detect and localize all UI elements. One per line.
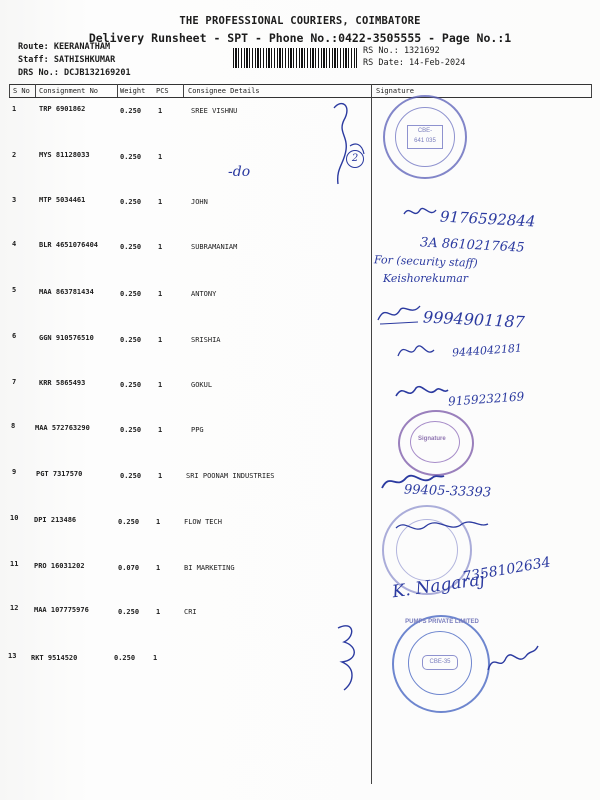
row-pcs: 1 — [158, 381, 163, 389]
stamp-inner-ring — [410, 421, 460, 463]
drs-number: DRS No.: DCJB132169201 — [18, 68, 131, 78]
row-weight: 0.250 — [120, 243, 142, 251]
row-consignment: MAA 572763290 — [35, 424, 90, 432]
row-sno: 1 — [12, 105, 17, 113]
row-pcs: 1 — [156, 564, 161, 572]
row-sno: 6 — [12, 332, 17, 340]
phone-row11: 7358102634 — [461, 554, 552, 586]
row-consignee: CRI — [184, 608, 197, 616]
row-consignee: SUBRAMANIAM — [191, 243, 238, 251]
col-header-weight: Weight — [120, 87, 146, 95]
phone-row7: 9159232169 — [447, 389, 525, 409]
row-pcs: 1 — [158, 472, 163, 480]
row-consignee: BI MARKETING — [184, 564, 235, 572]
signature-row12 — [330, 620, 370, 694]
table-top-border — [9, 84, 592, 85]
row-consignee: FLOW TECH — [184, 518, 222, 526]
row-weight: 0.250 — [120, 472, 142, 480]
signature-row13 — [482, 640, 542, 680]
col-divider — [183, 84, 184, 97]
route-label: Route: KEERANATHAM — [18, 42, 111, 52]
row-weight: 0.250 — [120, 381, 142, 389]
row-consignee: ANTONY — [191, 290, 217, 298]
row-consignment: DPI 213486 — [34, 516, 77, 524]
row-consignee: PPG — [191, 426, 204, 434]
company-stamp-2 — [392, 615, 490, 713]
row-weight: 0.250 — [120, 426, 142, 434]
col-header-consignment: Consignment No — [39, 87, 99, 95]
table-header-border — [9, 97, 592, 98]
row-consignment: GGN 910576510 — [39, 334, 94, 342]
stamp-ring-text: PUMPS PRIVATE LIMITED — [405, 619, 479, 625]
row4-handwriting-line1: 3A 8610217645 — [419, 235, 525, 256]
row4-handwriting-line2: For (security staff) — [373, 253, 478, 270]
row-weight: 0.250 — [118, 608, 140, 616]
stamp-center-text: CBE- 641 035 — [407, 125, 443, 149]
rs-number: RS No.: 1321692 — [363, 46, 440, 56]
row-sno: 13 — [8, 652, 17, 660]
row11-name: K. Nagaraj — [391, 569, 487, 603]
phone-row6: 9444042181 — [451, 341, 523, 360]
barcode — [233, 48, 357, 68]
signature-row3 — [400, 200, 440, 224]
row-pcs: 1 — [156, 608, 161, 616]
row-sno: 11 — [10, 560, 19, 568]
col-header-sno: S No — [13, 87, 30, 95]
circled-number: 2 — [346, 150, 364, 168]
stamp-center-text: CBE-35 — [422, 655, 458, 670]
row-sno: 7 — [12, 378, 17, 386]
row-weight: 0.250 — [120, 107, 142, 115]
row-pcs: 1 — [158, 153, 163, 161]
row-pcs: 1 — [158, 198, 163, 206]
row-pcs: 1 — [156, 518, 161, 526]
row-sno: 8 — [11, 422, 16, 430]
row-weight: 0.250 — [120, 290, 142, 298]
row-pcs: 1 — [158, 336, 163, 344]
row-consignee: SRI POONAM INDUSTRIES — [186, 472, 275, 480]
row-pcs: 1 — [158, 426, 163, 434]
row-sno: 10 — [10, 514, 19, 522]
row-consignment: TRP 6901862 — [39, 105, 86, 113]
row-weight: 0.250 — [118, 518, 140, 526]
col-header-pcs: PCS — [156, 87, 169, 95]
row-consignment: MAA 107775976 — [34, 606, 89, 614]
col-header-signature: Signature — [376, 87, 414, 95]
row-weight: 0.250 — [120, 198, 142, 206]
row-consignment: RKT 9514520 — [31, 654, 78, 662]
col-header-consignee: Consignee Details — [188, 87, 260, 95]
signature-row7 — [392, 380, 452, 406]
row-consignment: PRO 16031202 — [34, 562, 85, 570]
row-consignee: SREE VISHNU — [191, 107, 238, 115]
row-pcs: 1 — [153, 654, 158, 662]
row-weight: 0.250 — [114, 654, 136, 662]
row-consignment: MTP 5034461 — [39, 196, 86, 204]
stamp-center-text: Signature — [418, 436, 446, 442]
row-consignee: JOHN — [191, 198, 208, 206]
row-consignment: KRR 5865493 — [39, 379, 86, 387]
company-title: THE PROFESSIONAL COURIERS, COIMBATORE — [179, 15, 421, 27]
row-weight: 0.250 — [120, 336, 142, 344]
col-divider — [35, 84, 36, 97]
col-divider — [591, 84, 592, 97]
row-sno: 5 — [12, 286, 17, 294]
row-pcs: 1 — [158, 107, 163, 115]
row-pcs: 1 — [158, 290, 163, 298]
signature-row10 — [392, 514, 492, 540]
row-weight: 0.250 — [120, 153, 142, 161]
signature-row5 — [374, 298, 424, 328]
row-consignment: MAA 863781434 — [39, 288, 94, 296]
ditto-mark: -do — [228, 164, 251, 180]
phone-row9: 99405-33393 — [403, 482, 492, 501]
row-weight: 0.070 — [118, 564, 140, 572]
signature-row1 — [322, 98, 382, 198]
row-sno: 9 — [12, 468, 17, 476]
col-divider — [117, 84, 118, 97]
row4-handwriting-line3: Keishorekumar — [383, 272, 469, 285]
row-sno: 3 — [12, 196, 17, 204]
rs-date: RS Date: 14-Feb-2024 — [363, 58, 466, 68]
row-consignee: GOKUL — [191, 381, 213, 389]
row-sno: 12 — [10, 604, 19, 612]
signature-row6 — [394, 338, 444, 364]
col-divider — [9, 84, 10, 97]
row-consignment: PGT 7317570 — [36, 470, 83, 478]
row-sno: 4 — [12, 240, 17, 248]
row-pcs: 1 — [158, 243, 163, 251]
company-stamp-1 — [383, 95, 467, 179]
staff-label: Staff: SATHISHKUMAR — [18, 55, 116, 65]
phone-row3: 9176592844 — [439, 207, 536, 231]
row-consignment: BLR 4651076404 — [39, 241, 99, 249]
runsheet-subtitle: Delivery Runsheet - SPT - Phone No.:0422-3505555 - Page No.:1 — [88, 31, 512, 45]
row-consignee: SRISHIA — [191, 336, 221, 344]
row-consignment: MYS 81128033 — [39, 151, 90, 159]
row-sno: 2 — [12, 151, 17, 159]
phone-row5: 9994901187 — [422, 307, 526, 332]
